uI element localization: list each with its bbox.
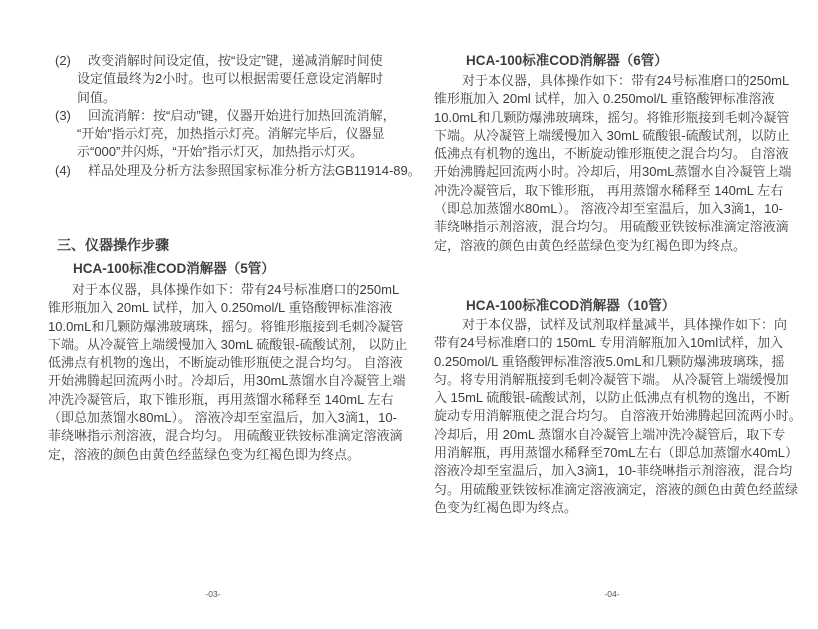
text-line: 对于本仪器，试样及试剂取样量减半，具体操作如下：向 xyxy=(462,317,788,332)
text-line: 对于本仪器，具体操作如下：带有24号标准磨口的250mL xyxy=(462,73,790,88)
text-line: 0.250mol/L 重铬酸钾标准溶液5.0mL和几颗防爆沸玻璃珠，摇 xyxy=(434,353,785,369)
left-page-numbered-list xyxy=(45,52,421,180)
section-heading: 三、仪器操作步骤 xyxy=(57,237,169,253)
paragraph-5-tube xyxy=(48,281,410,464)
paragraph-10-tube xyxy=(434,316,806,517)
page-number-right: -04- xyxy=(604,589,620,599)
text-line: 旋动专用消解瓶使之混合均匀。 自溶液开始沸腾起回流两小时。 xyxy=(434,408,802,424)
text-line: 设定值最终为2小时。也可以根据需要任意设定消解时 xyxy=(77,71,384,87)
text-line: 锥形瓶加入 20ml 试样，加入 0.250mol/L 重铬酸钾标准溶液 xyxy=(434,91,775,107)
text-line: 锥形瓶加入 20mL 试样，加入 0.250mol/L 重铬酸钾标准溶液 xyxy=(48,300,393,316)
text-line: 下端。从冷凝管上端缓慢加入 30mL 硫酸银-硫酸试剂， 以防止 xyxy=(48,336,408,352)
list-item xyxy=(45,162,421,180)
text-line: 改变消解时间设定值，按“设定”键，递减消解时间使 xyxy=(88,53,383,68)
text-line: 用消解瓶，再用蒸馏水稀释至70mL左右（即总加蒸馏水40mL） xyxy=(434,445,799,461)
subsection-heading-6-tube: HCA-100标准COD消解器（6管） xyxy=(466,53,668,68)
text-line: 低沸点有机物的逸出，不断旋动锥形瓶使之混合均匀。 自溶液 xyxy=(434,146,789,162)
text-line: 低沸点有机物的逸出，不断旋动锥形瓶使之混合均匀。 自溶液 xyxy=(48,355,403,371)
text-line: 菲绕啉指示剂溶液，混合均匀。 用硫酸亚铁铵标准滴定溶液滴 xyxy=(434,219,789,235)
subsection-heading-10-tube: HCA-100标准COD消解器（10管） xyxy=(466,298,676,313)
text-line: 回流消解：按“启动”键，仪器开始进行加热回流消解， xyxy=(88,107,396,123)
list-item-number: (2) xyxy=(55,53,71,68)
list-item xyxy=(45,52,410,107)
text-line: 冲洗冷凝管后，取下锥形瓶，再用蒸馏水稀释至 140mL 左右 xyxy=(48,391,394,407)
list-item xyxy=(45,107,410,162)
text-line: 匀。将专用消解瓶接到毛刺冷凝管下端。 从冷凝管上端缓慢加 xyxy=(434,371,789,387)
text-line: 间值。 xyxy=(77,89,117,105)
list-item-number: (3) xyxy=(55,107,71,123)
text-line: 示“000”并闪烁，“开始”指示灯灭，加热指示灯灭。 xyxy=(77,144,364,160)
text-line: （即总加蒸馏水80mL）。 溶液冷却至室温后，加入3滴1，10- xyxy=(48,410,397,426)
text-line: 溶液冷却至室温后，加入3滴1，10-菲绕啉指示剂溶液，混合均 xyxy=(434,463,793,479)
text-line: 色变为红褐色即为终点。 xyxy=(434,499,578,515)
text-line: 入 15mL 硫酸银-硫酸试剂，以防止低沸点有机物的逸出，不断 xyxy=(434,390,790,406)
text-line: 下端。从冷凝管上端缓慢加入 30mL 硫酸银-硫酸试剂，以防止 xyxy=(434,127,790,143)
list-item-number: (4) xyxy=(55,162,71,178)
text-line: 定，溶液的颜色由黄色经蓝绿色变为红褐色即为终点。 xyxy=(434,237,747,253)
text-line: 样品处理及分析方法参照国家标准分析方法GB11914-89。 xyxy=(88,162,421,178)
text-line: （即总加蒸馏水80mL）。 溶液冷却至室温后，加入3滴1，10- xyxy=(434,201,783,217)
text-line: 10.0mL和几颗防爆沸玻璃珠，摇匀。将锥形瓶接到毛刺冷凝管 xyxy=(434,109,790,125)
text-line: 带有24号标准磨口的 150mL 专用消解瓶加入10ml试样，加入 xyxy=(434,335,784,351)
paragraph-6-tube xyxy=(434,72,806,255)
text-line: 定，溶液的颜色由黄色经蓝绿色变为红褐色即为终点。 xyxy=(48,446,361,462)
text-line: 10.0mL和几颗防爆沸玻璃珠，摇匀。将锥形瓶接到毛刺冷凝管 xyxy=(48,318,404,334)
text-line: 匀。用硫酸亚铁铵标准滴定溶液滴定，溶液的颜色由黄色经蓝绿 xyxy=(434,481,799,497)
page-number-left: -03- xyxy=(205,589,221,599)
subsection-heading-5-tube: HCA-100标准COD消解器（5管） xyxy=(73,261,275,276)
text-line: 冲洗冷凝管后，取下锥形瓶， 再用蒸馏水稀释至 140mL 左右 xyxy=(434,182,784,198)
text-line: 开始沸腾起回流两小时。冷却后，用30mL蒸馏水自冷凝管上端 xyxy=(434,164,792,180)
text-line: “开始”指示灯亮，加热指示灯亮。消解完毕后，仪器显 xyxy=(77,126,385,142)
text-line: 冷却后，用 20mL 蒸馏水自冷凝管上端冲洗冷凝管后，取下专 xyxy=(434,426,786,442)
text-line: 开始沸腾起回流两小时。冷却后，用30mL蒸馏水自冷凝管上端 xyxy=(48,373,406,389)
text-line: 菲绕啉指示剂溶液，混合均匀。 用硫酸亚铁铵标准滴定溶液滴 xyxy=(48,428,403,444)
text-line: 对于本仪器，具体操作如下：带有24号标准磨口的250mL xyxy=(72,282,400,297)
